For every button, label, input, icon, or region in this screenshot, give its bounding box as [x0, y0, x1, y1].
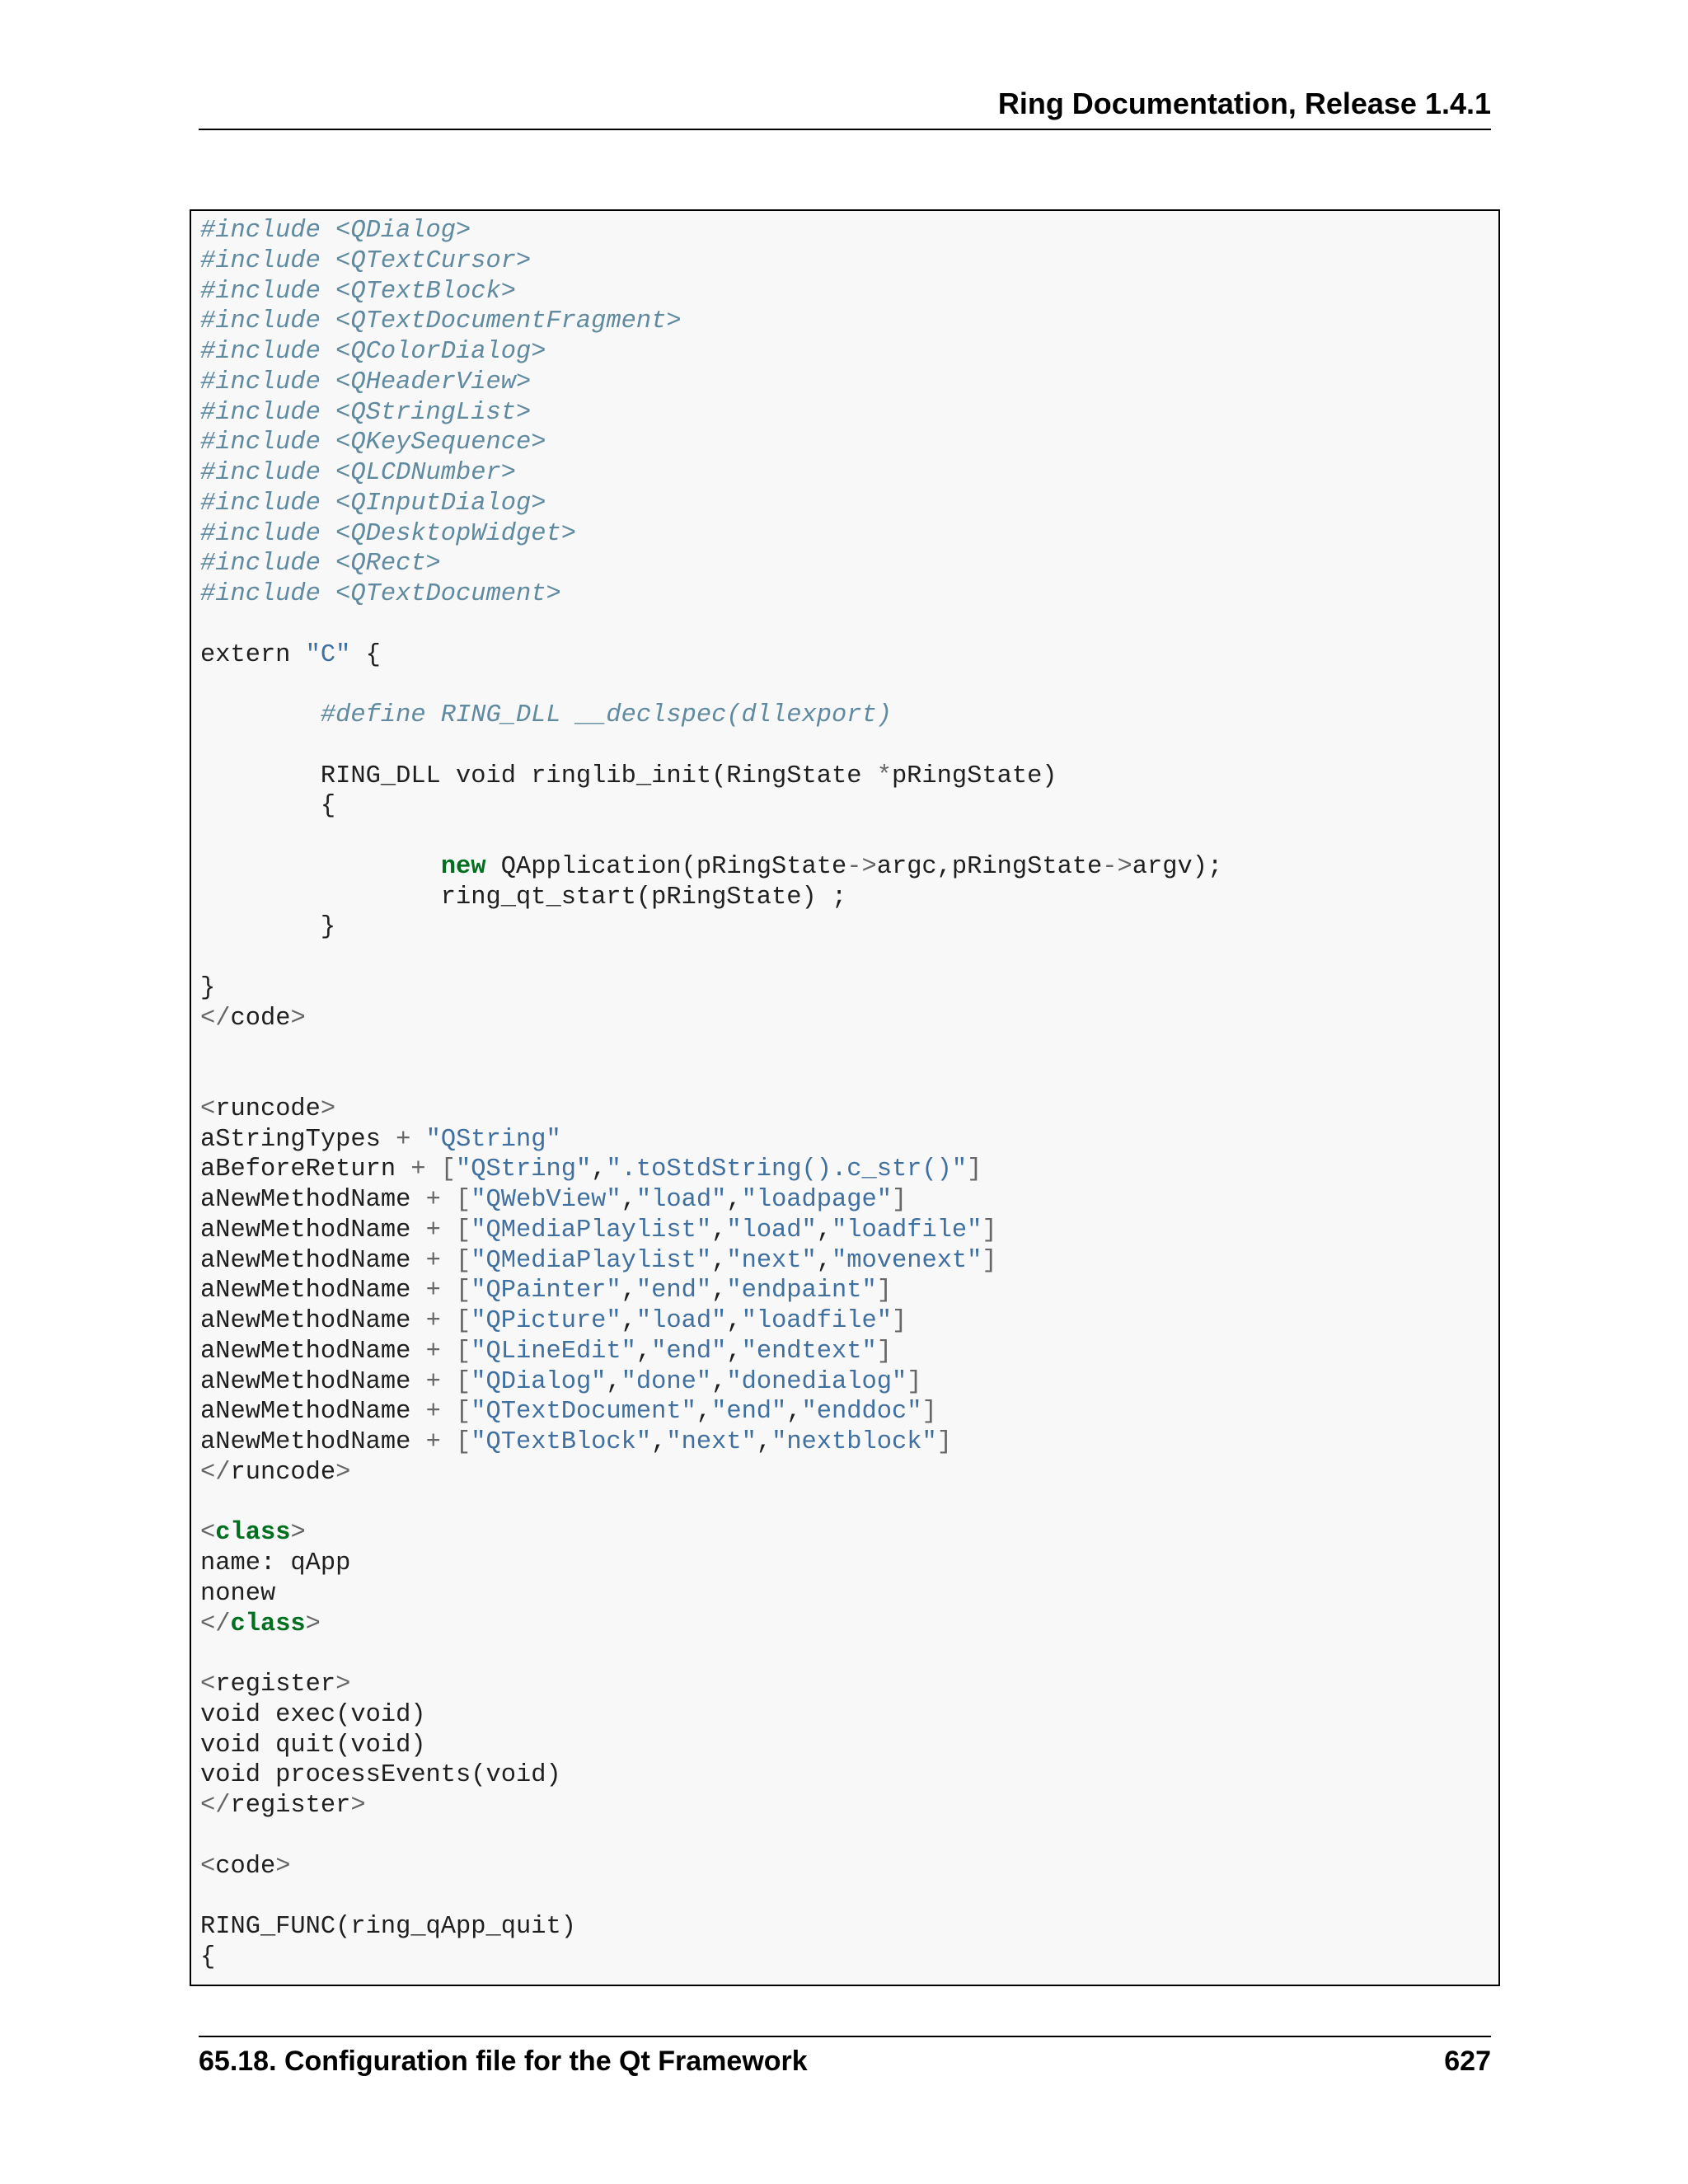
code-token: "loadfile"	[832, 1216, 982, 1244]
code-token: ,	[711, 1246, 727, 1275]
code-token: ,	[786, 1398, 802, 1427]
code-line	[200, 1398, 937, 1426]
code-token	[200, 853, 441, 881]
code-token: aBeforeReturn	[200, 1155, 411, 1184]
code-token: "nextblock"	[771, 1428, 937, 1456]
code-line	[200, 429, 546, 457]
code-token: + [	[425, 1277, 471, 1305]
code-line	[200, 1368, 921, 1396]
code-token: ,	[726, 1186, 742, 1214]
code-token: "QTextDocument"	[471, 1398, 696, 1427]
code-line	[200, 1186, 907, 1214]
code-token: </	[200, 1004, 231, 1033]
code-token: ]	[967, 1155, 982, 1184]
code-token: "loadfile"	[741, 1307, 892, 1335]
code-line	[200, 1853, 290, 1881]
code-token: >	[335, 1671, 351, 1699]
code-token: >	[320, 1094, 336, 1123]
code-token: "end"	[651, 1337, 727, 1366]
code-token: ,	[816, 1246, 832, 1275]
page-footer	[199, 2036, 1491, 2085]
code-token: RING_DLL void ringlib_init(RingState	[200, 762, 877, 790]
code-token: "QDialog"	[471, 1367, 607, 1396]
code-token: aNewMethodName	[200, 1246, 426, 1275]
code-line	[200, 1549, 350, 1577]
code-token: aNewMethodName	[200, 1428, 426, 1456]
code-token: ,	[635, 1337, 652, 1366]
code-token: "endpaint"	[726, 1277, 877, 1305]
code-token: argc,pRingState	[876, 852, 1103, 881]
code-token: #include <QTextDocumentFragment>	[200, 307, 682, 336]
code-line	[200, 1428, 952, 1456]
code-token: void exec(void)	[200, 1700, 426, 1729]
code-line	[200, 1459, 350, 1487]
code-token: class	[230, 1610, 306, 1638]
code-line	[200, 1338, 892, 1366]
code-token: RING_FUNC(ring_qApp_quit)	[200, 1913, 576, 1941]
code-token: class	[215, 1519, 291, 1548]
code-line	[200, 550, 441, 578]
code-token: + [	[425, 1428, 471, 1456]
code-token: ,	[756, 1428, 772, 1456]
code-token: #include <QInputDialog>	[200, 489, 546, 518]
code-token: aNewMethodName	[200, 1307, 426, 1335]
code-token: extern	[200, 640, 306, 669]
code-line	[200, 1155, 982, 1183]
code-line	[200, 1247, 997, 1275]
code-token: "C"	[305, 640, 351, 669]
document-title: Ring Documentation, Release 1.4.1	[997, 87, 1491, 120]
code-token: ]	[982, 1216, 997, 1244]
code-line	[200, 913, 335, 941]
code-token: ring_qt_start(pRingState) ;	[200, 883, 847, 912]
code-token: name: qApp	[200, 1549, 351, 1577]
code-token: + [	[425, 1216, 471, 1244]
code-token: {	[200, 1943, 216, 1971]
code-line	[200, 247, 531, 275]
code-line	[200, 701, 892, 729]
code-token: + [	[425, 1186, 471, 1214]
code-token: aNewMethodName	[200, 1337, 426, 1366]
code-line	[200, 368, 531, 396]
code-token: + [	[410, 1155, 457, 1184]
code-token: #include <QTextDocument>	[200, 580, 561, 608]
code-token: "QLineEdit"	[471, 1337, 636, 1366]
code-token: "QPainter"	[471, 1277, 621, 1305]
code-token: ,	[606, 1367, 621, 1396]
code-token: QApplication(pRingState	[485, 852, 847, 881]
code-token: ,	[711, 1216, 727, 1244]
code-token: #include <QLCDNumber>	[200, 459, 516, 487]
code-line	[200, 1519, 306, 1547]
code-token: ,	[696, 1398, 712, 1427]
code-line	[200, 1671, 350, 1699]
code-line	[200, 1277, 892, 1305]
code-line	[200, 1095, 335, 1123]
code-token: >	[305, 1610, 321, 1638]
code-token: "QString"	[425, 1125, 561, 1154]
code-line	[200, 1701, 426, 1729]
code-token: "endtext"	[741, 1337, 877, 1366]
code-token: code	[215, 1852, 276, 1881]
code-token: >	[335, 1458, 351, 1487]
code-token: "load"	[635, 1186, 727, 1214]
code-token: "end"	[635, 1277, 712, 1305]
code-line	[200, 520, 576, 548]
code-token: ]	[907, 1367, 922, 1396]
code-token: ,	[651, 1428, 667, 1456]
code-token: + [	[425, 1367, 471, 1396]
code-token: #include <QDesktopWidget>	[200, 519, 576, 548]
code-token: "load"	[635, 1307, 727, 1335]
code-token: aNewMethodName	[200, 1367, 426, 1396]
code-token: <	[200, 1852, 216, 1881]
code-token: aStringTypes	[200, 1125, 396, 1154]
code-token: ->	[846, 852, 877, 881]
code-token: *	[876, 762, 892, 790]
code-line	[200, 1943, 215, 1971]
code-token: ,	[621, 1186, 636, 1214]
code-line	[200, 762, 1057, 790]
code-token: + [	[425, 1337, 471, 1366]
code-line	[200, 278, 516, 306]
code-token: >	[290, 1519, 306, 1548]
code-token: "donedialog"	[726, 1367, 907, 1396]
code-token: }	[200, 973, 216, 1002]
code-token: {	[350, 640, 381, 669]
code-token: <	[200, 1671, 216, 1699]
code-token: ,	[621, 1277, 636, 1305]
code-token: "done"	[621, 1367, 712, 1396]
section-title: 65.18. Configuration file for the Qt Framework	[199, 2046, 808, 2077]
code-token: "QMediaPlaylist"	[471, 1246, 712, 1275]
code-token: new	[440, 852, 486, 881]
code-line	[200, 1216, 997, 1244]
code-token: ,	[711, 1367, 727, 1396]
code-token: ->	[1102, 852, 1132, 881]
code-token: >	[290, 1004, 306, 1033]
code-line	[200, 1610, 321, 1638]
code-token: <	[200, 1519, 216, 1548]
code-line	[200, 399, 531, 427]
code-token: register	[230, 1792, 351, 1820]
code-line	[200, 853, 1222, 881]
code-line	[200, 1792, 366, 1820]
code-token: #include <QTextCursor>	[200, 246, 532, 275]
code-token: aNewMethodName	[200, 1277, 426, 1305]
code-line	[200, 217, 471, 245]
code-token: aNewMethodName	[200, 1186, 426, 1214]
code-token: ,	[726, 1307, 742, 1335]
code-token	[410, 1126, 425, 1154]
code-token: aNewMethodName	[200, 1216, 426, 1244]
code-token: pRingState)	[891, 762, 1057, 790]
code-line	[200, 792, 335, 820]
code-token: </	[200, 1610, 231, 1638]
code-token: aNewMethodName	[200, 1398, 426, 1427]
code-token: ]	[876, 1337, 892, 1366]
code-line	[200, 641, 381, 669]
code-token: "load"	[726, 1216, 817, 1244]
code-token: {	[200, 792, 336, 821]
code-line	[200, 1126, 561, 1154]
code-token: "next"	[666, 1428, 757, 1456]
code-token: ,	[621, 1307, 636, 1335]
code-token: "next"	[726, 1246, 817, 1275]
code-token: #include <QStringList>	[200, 398, 532, 427]
code-token	[200, 701, 321, 729]
code-token: #include <QKeySequence>	[200, 429, 546, 457]
page-header	[199, 89, 1491, 130]
code-line	[200, 459, 516, 487]
code-line	[200, 1761, 561, 1789]
code-token: ]	[982, 1246, 997, 1275]
code-token: #include <QHeaderView>	[200, 368, 532, 396]
code-token: </	[200, 1792, 231, 1820]
code-line	[200, 1732, 426, 1760]
code-line	[200, 580, 561, 608]
code-token: "QPicture"	[471, 1307, 621, 1335]
code-token: }	[200, 913, 336, 942]
code-line	[200, 1005, 306, 1033]
code-token: code	[230, 1004, 291, 1033]
code-token: + [	[425, 1398, 471, 1427]
code-token: #include <QTextBlock>	[200, 277, 516, 306]
code-token: ,	[726, 1337, 742, 1366]
code-line	[200, 307, 682, 335]
code-token: ".toStdString().c_str()"	[606, 1155, 968, 1184]
code-token: nonew	[200, 1579, 276, 1608]
code-token: +	[396, 1125, 411, 1154]
code-token: "loadpage"	[741, 1186, 892, 1214]
code-token: "QWebView"	[471, 1186, 621, 1214]
code-token: "enddoc"	[801, 1398, 922, 1427]
code-token: <	[200, 1094, 216, 1123]
code-token: ]	[891, 1307, 907, 1335]
code-token: >	[275, 1852, 291, 1881]
page-number: 627	[1444, 2046, 1491, 2077]
code-token: ]	[936, 1428, 952, 1456]
code-token: ]	[891, 1186, 907, 1214]
code-token: register	[215, 1671, 336, 1699]
code-token: ,	[591, 1155, 607, 1184]
code-token: void processEvents(void)	[200, 1761, 561, 1790]
code-token: runcode	[215, 1094, 321, 1123]
code-token: #define RING_DLL __declspec(dllexport)	[320, 701, 892, 729]
code-token: "QTextBlock"	[471, 1428, 652, 1456]
code-token: ,	[816, 1216, 832, 1244]
code-token: void quit(void)	[200, 1731, 426, 1760]
code-token: + [	[425, 1246, 471, 1275]
code-line	[200, 883, 846, 912]
code-token: "QMediaPlaylist"	[471, 1216, 712, 1244]
code-token: + [	[425, 1307, 471, 1335]
code-line	[200, 1913, 576, 1941]
code-listing	[191, 211, 1498, 1973]
code-line	[200, 338, 546, 366]
code-line	[200, 490, 546, 518]
code-token: #include <QColorDialog>	[200, 338, 546, 366]
code-token: argv);	[1132, 852, 1223, 881]
code-line	[200, 974, 215, 1002]
code-token: ,	[711, 1277, 727, 1305]
code-token: runcode	[230, 1458, 336, 1487]
code-token: #include <QRect>	[200, 550, 441, 579]
code-token: "QString"	[456, 1155, 592, 1184]
code-token: </	[200, 1458, 231, 1487]
code-block	[190, 209, 1500, 1986]
code-token: "movenext"	[832, 1246, 982, 1275]
code-token: ]	[876, 1277, 892, 1305]
code-token: ]	[921, 1398, 937, 1427]
code-line	[200, 1580, 275, 1608]
code-token: #include <QDialog>	[200, 217, 471, 245]
code-token: "end"	[711, 1398, 787, 1427]
code-token: >	[350, 1792, 366, 1820]
code-line	[200, 1307, 907, 1335]
